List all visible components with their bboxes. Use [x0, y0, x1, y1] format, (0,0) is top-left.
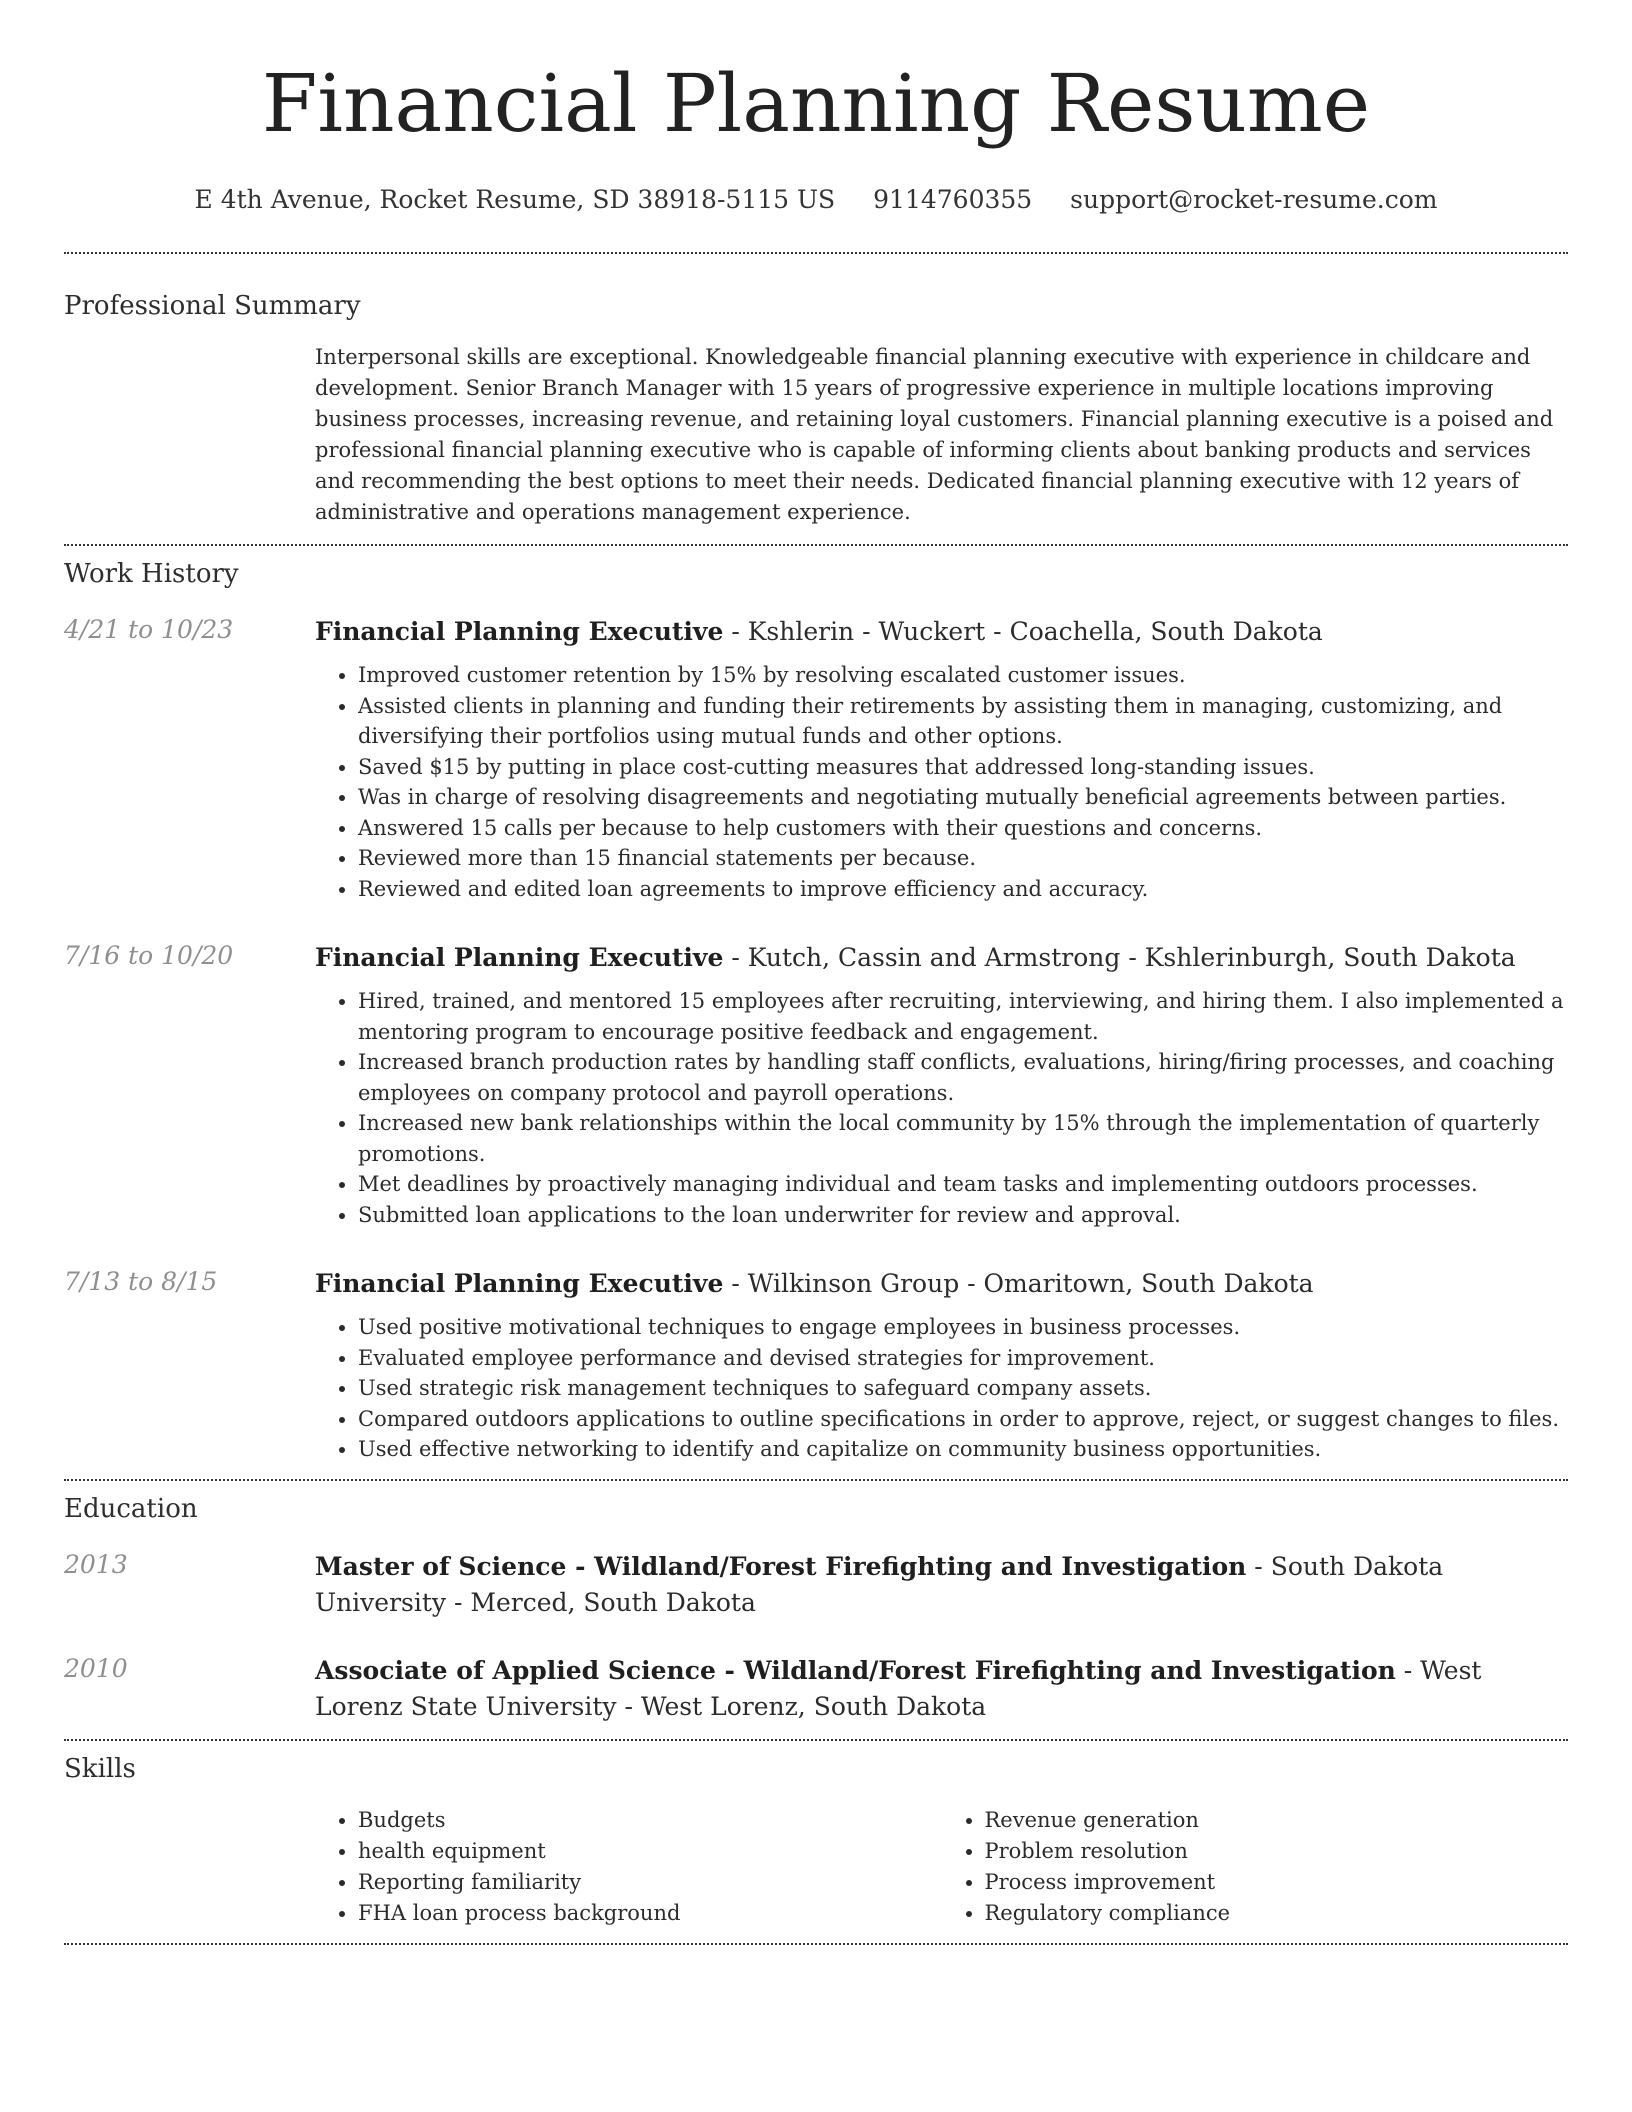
job-bullets: [315, 660, 1568, 904]
job-title: [315, 614, 1568, 650]
job-bullets: [315, 1312, 1568, 1465]
contact-email: support@rocket-resume.com: [1070, 185, 1438, 214]
contact-phone: 9114760355: [873, 185, 1033, 214]
list-item: • Reviewed more than 15 financial statements per because.: [358, 843, 1568, 874]
list-item: • Assisted clients in planning and funding their retirements by assisting them in managing, customizing, and diversifying their portfolios using mutual funds and other options.: [358, 691, 1568, 752]
list-item: • Used effective networking to identify and capitalize on community business opportunities.: [358, 1434, 1568, 1465]
job-position: Financial Planning Executive: [315, 943, 724, 972]
job-dates: 4/21 to 10/23: [64, 615, 234, 644]
summary-heading: Professional Summary: [64, 291, 361, 321]
list-item: • Used positive motivational techniques to engage employees in business processes.: [358, 1312, 1568, 1343]
education-degree: Master of Science - Wildland/Forest Firefighting and Investigation: [315, 1551, 1247, 1581]
job-employer: - Kshlerin - Wuckert - Coachella, South Dakota: [723, 617, 1323, 646]
job-dates: 7/13 to 8/15: [64, 1267, 218, 1296]
job-employer: - Wilkinson Group - Omaritown, South Dakota: [723, 1269, 1314, 1298]
education-degree: Associate of Applied Science - Wildland/Forest Firefighting and Investigation: [315, 1655, 1396, 1685]
education-entry: [64, 1549, 1568, 1621]
education-school: - West Lorenz State University - West Lorenz, South Dakota: [315, 1655, 1482, 1721]
job-title: [315, 1266, 1568, 1302]
list-item: • Hired, trained, and mentored 15 employees after recruiting, interviewing, and hiring them. I also implemented a mentoring program to encourage positive feedback and engagement.: [358, 986, 1568, 1047]
list-item: • Reporting familiarity: [358, 1867, 942, 1898]
list-item: • Revenue generation: [985, 1805, 1569, 1836]
list-item: • Met deadlines by proactively managing individual and team tasks and implementing outdoors processes.: [358, 1169, 1568, 1200]
contact-line: [64, 184, 1568, 216]
list-item: • Process improvement: [985, 1867, 1569, 1898]
job-entry: [64, 1266, 1568, 1465]
education-title: [315, 1653, 1568, 1725]
education-year: 2013: [64, 1549, 128, 1579]
job-bullets: [315, 986, 1568, 1230]
list-item: • Compared outdoors applications to outline specifications in order to approve, reject, or suggest changes to files.: [358, 1404, 1568, 1435]
list-item: • Regulatory compliance: [985, 1898, 1569, 1929]
education-title: [315, 1549, 1568, 1621]
education-heading: Education: [64, 1493, 198, 1524]
list-item: • Was in charge of resolving disagreements and negotiating mutually beneficial agreements between parties.: [358, 782, 1568, 813]
list-item: • Answered 15 calls per because to help customers with their questions and concerns.: [358, 813, 1568, 844]
resume-name: Financial Planning Resume: [261, 57, 1371, 150]
job-position: Financial Planning Executive: [315, 1269, 724, 1298]
education-entry: [64, 1653, 1568, 1725]
list-item: • Evaluated employee performance and devised strategies for improvement.: [358, 1343, 1568, 1374]
list-item: • Saved $15 by putting in place cost-cutting measures that addressed long-standing issues.: [358, 752, 1568, 783]
summary-text: Interpersonal skills are exceptional. Knowledgeable financial planning executive with experience in childcare and development. Senior Branch Manager with 15 years of progressive experience in multiple locations improving business processes, increasing revenue, and retaining loyal customers. Financial planning executive is a poised and professional financial planning executive who is capable of informing clients about banking products and services and recommending the best options to meet their needs. Dedicated financial planning executive with 12 years of administrative and operations management experience.: [315, 345, 1554, 524]
list-item: • Budgets: [358, 1805, 942, 1836]
list-item: • Reviewed and edited loan agreements to improve efficiency and accuracy.: [358, 874, 1568, 905]
job-entry: [64, 614, 1568, 904]
list-item: • Increased new bank relationships within the local community by 15% through the implementation of quarterly promotions.: [358, 1108, 1568, 1169]
skills-list-right: [942, 1805, 1569, 1929]
education-school: - South Dakota University - Merced, South Dakota: [315, 1551, 1444, 1617]
job-employer: - Kutch, Cassin and Armstrong - Kshlerinburgh, South Dakota: [723, 943, 1516, 972]
skills-list-left: [315, 1805, 942, 1929]
list-item: • Problem resolution: [985, 1836, 1569, 1867]
skills-section: [64, 1741, 1568, 1929]
skills-heading: Skills: [64, 1753, 136, 1784]
list-item: • Increased branch production rates by handling staff conflicts, evaluations, hiring/firing processes, and coaching employees on company protocol and payroll operations.: [358, 1047, 1568, 1108]
summary-section: [64, 254, 1568, 528]
contact-address: E 4th Avenue, Rocket Resume, SD 38918-5115 US: [194, 185, 836, 214]
education-year: 2010: [64, 1653, 128, 1683]
list-item: • Submitted loan applications to the loan underwriter for review and approval.: [358, 1200, 1568, 1231]
divider: [64, 1943, 1568, 1945]
list-item: • FHA loan process background: [358, 1898, 942, 1929]
work-history-section: [64, 546, 1568, 1465]
education-section: [64, 1481, 1568, 1725]
job-title: [315, 940, 1568, 976]
list-item: • Improved customer retention by 15% by resolving escalated customer issues.: [358, 660, 1568, 691]
skills-columns: [315, 1805, 1568, 1929]
job-position: Financial Planning Executive: [315, 617, 724, 646]
job-dates: 7/16 to 10/20: [64, 941, 234, 970]
list-item: • Used strategic risk management techniques to safeguard company assets.: [358, 1373, 1568, 1404]
job-entry: [64, 940, 1568, 1230]
work-history-heading: Work History: [64, 559, 239, 589]
list-item: • health equipment: [358, 1836, 942, 1867]
